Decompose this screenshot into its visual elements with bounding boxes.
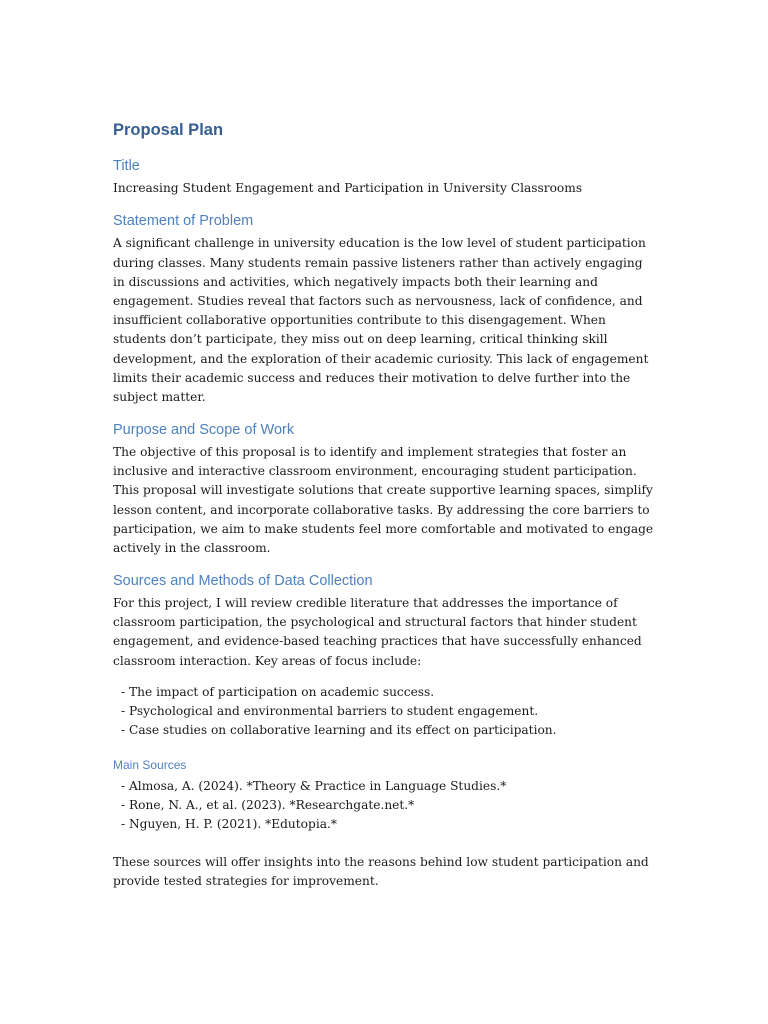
problem-section-heading: Statement of Problem bbox=[113, 213, 254, 230]
list-item: - Almosa, A. (2024). *Theory & Practice in Language Studies.* bbox=[121, 777, 658, 796]
list-item: - Rone, N. A., et al. (2023). *Researchgate.net.* bbox=[121, 796, 658, 815]
purpose-section-text: The objective of this proposal is to identify and implement strategies that foster an inclusive and interactive classroom environment, encouraging student participation. This proposal will investigate solutions that create supportive learning spaces, simplify lesson content, and incorporate collaborative tasks. By addressing the core barriers to participation, we aim to make students feel more comfortable and motivated to engage actively in the classroom. bbox=[113, 445, 654, 556]
sources-section-intro: For this project, I will review credible literature that addresses the importance of classroom participation, the psychological and structural factors that hinder student engagement, and evidence-based teaching practices that have successfully enhanced classroom interaction. Key areas of focus include: bbox=[113, 596, 642, 668]
problem-section-text: A significant challenge in university education is the low level of student participation during classes. Many students remain passive listeners rather than actively engaging in discussions and activities, which negatively impacts both their learning and engagement. Studies reveal that factors such as nervousness, lack of confidence, and insufficient collaborative opportunities contribute to this disengagement. When students don’t participate, they miss out on deep learning, critical thinking skill development, and the exploration of their academic curiosity. This lack of engagement limits their academic success and reduces their motivation to delve further into the subject matter. bbox=[113, 236, 649, 404]
problem-section bbox=[113, 212, 658, 407]
list-item: - Case studies on collaborative learning and its effect on participation. bbox=[121, 721, 658, 740]
sources-section-closing: These sources will offer insights into the reasons behind low student participation and provide tested strategies for improvement. bbox=[113, 854, 649, 888]
purpose-section bbox=[113, 421, 658, 558]
title-section bbox=[113, 157, 658, 198]
sources-section-heading: Sources and Methods of Data Collection bbox=[113, 573, 373, 590]
document-heading: Proposal Plan bbox=[113, 121, 224, 139]
list-item: - The impact of participation on academic success. bbox=[121, 683, 658, 702]
title-section-heading: Title bbox=[113, 158, 140, 175]
list-item: - Psychological and environmental barriers to student engagement. bbox=[121, 702, 658, 721]
focus-areas-list bbox=[113, 683, 658, 741]
list-item: - Nguyen, H. P. (2021). *Edutopia.* bbox=[121, 815, 658, 834]
document-page bbox=[113, 120, 658, 905]
main-sources-heading: Main Sources bbox=[113, 758, 187, 773]
main-sources-list bbox=[113, 777, 658, 835]
purpose-section-heading: Purpose and Scope of Work bbox=[113, 422, 295, 439]
title-section-text: Increasing Student Engagement and Participation in University Classrooms bbox=[113, 181, 583, 196]
sources-section bbox=[113, 572, 658, 891]
